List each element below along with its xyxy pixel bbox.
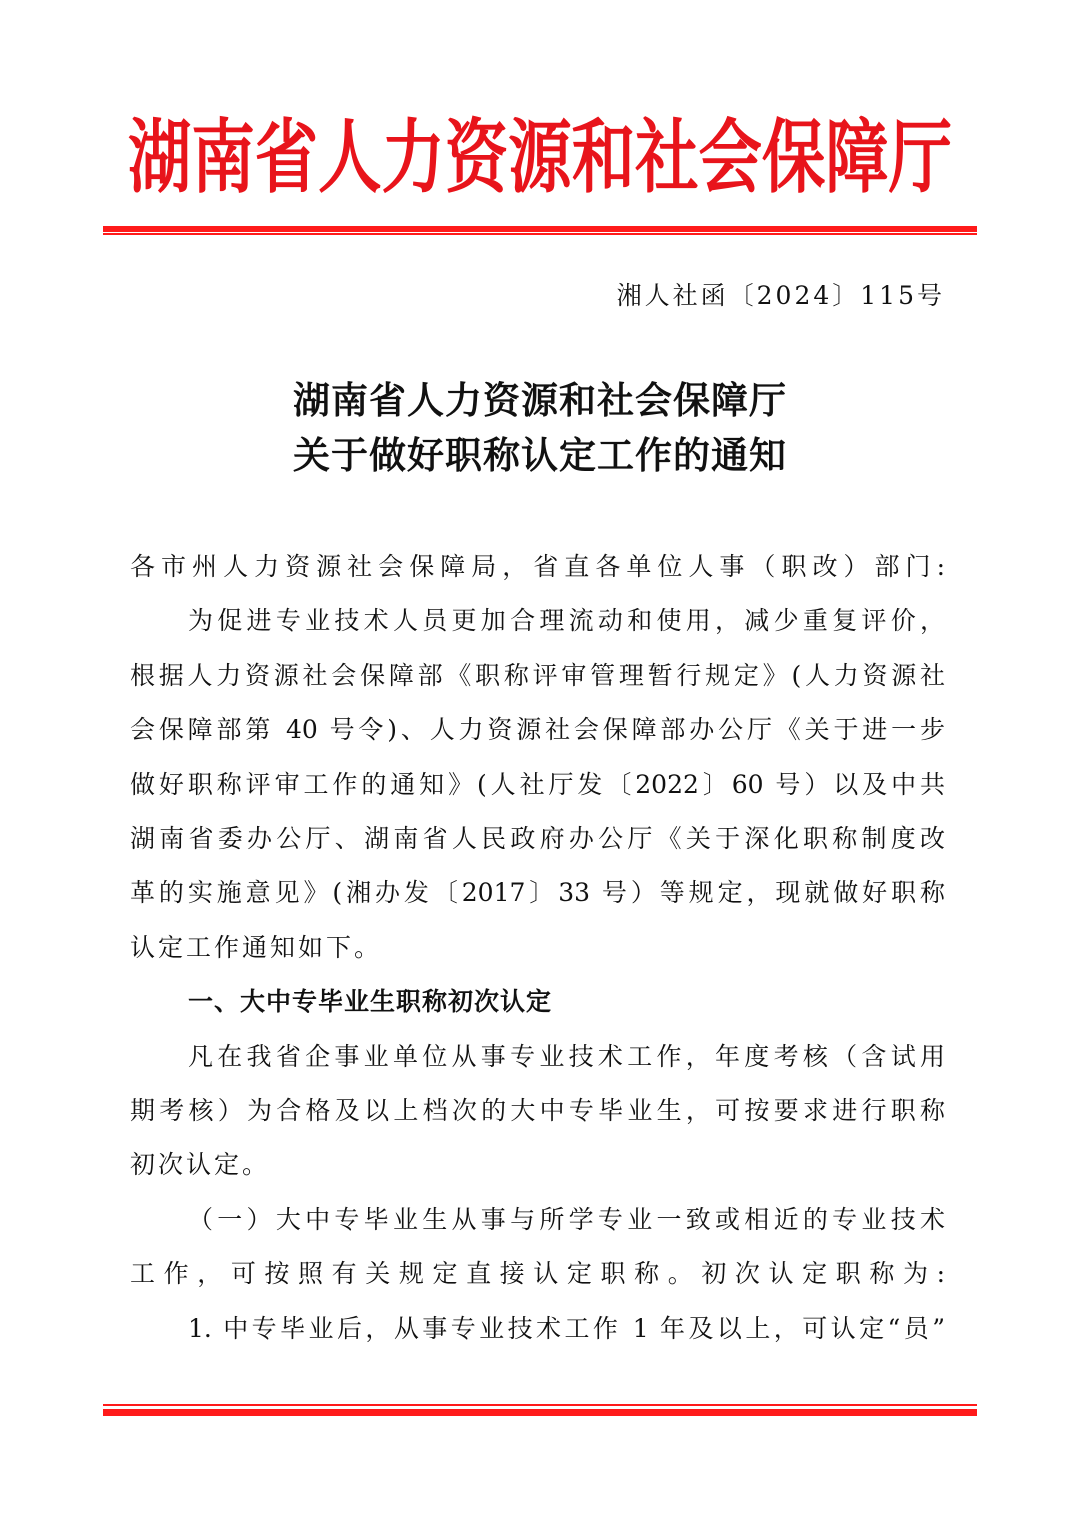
footer-divider-thin	[103, 1404, 977, 1406]
body-text-line: 湖南省委办公厅、湖南省人民政府办公厅《关于深化职称制度改	[130, 824, 945, 853]
section-heading: 一、大中专毕业生职称初次认定	[188, 987, 553, 1017]
document-title-line-2: 关于做好职称认定工作的通知	[293, 433, 787, 477]
body-text-line: 为促进专业技术人员更加合理流动和使用，减少重复评价，	[188, 606, 945, 636]
body-text-line: 期考核）为合格及以上档次的大中专毕业生，可按要求进行职称	[130, 1096, 945, 1125]
header-divider-thick	[103, 226, 977, 232]
body-text-line: 初次认定。	[130, 1150, 271, 1180]
header-divider-thin	[103, 233, 977, 235]
body-text-line: 做好职称评审工作的通知》(人社厅发〔2022〕60 号）以及中共	[130, 769, 945, 799]
body-text-line: 革的实施意见》(湘办发〔2017〕33 号）等规定，现就做好职称	[130, 878, 945, 908]
body-text-line: 1. 中专毕业后，从事专业技术工作 1 年及以上，可认定“员”	[188, 1313, 945, 1343]
body-text-line: 会保障部第 40 号令)、人力资源社会保障部办公厅《关于进一步	[130, 715, 945, 745]
document-title-line-1: 湖南省人力资源和社会保障厅	[293, 378, 787, 422]
footer-divider-thick	[103, 1409, 977, 1416]
body-text-line: （一）大中专毕业生从事与所学专业一致或相近的专业技术	[188, 1204, 945, 1234]
body-text-line: 各市州人力资源社会保障局，省直各单位人事（职改）部门:	[130, 552, 945, 581]
body-text-line: 根据人力资源社会保障部《职称评审管理暂行规定》(人力资源社	[130, 660, 945, 690]
body-text-line: 认定工作通知如下。	[130, 932, 383, 962]
document-number: 湘人社函〔2024〕115号	[616, 281, 945, 310]
issuing-organization-header: 湖南省人力资源和社会保障厅	[128, 111, 952, 204]
body-text-line: 工作，可按照有关规定直接认定职称。初次认定职称为:	[130, 1259, 945, 1289]
body-text-line: 凡在我省企事业单位从事专业技术工作，年度考核（含试用	[188, 1041, 945, 1071]
